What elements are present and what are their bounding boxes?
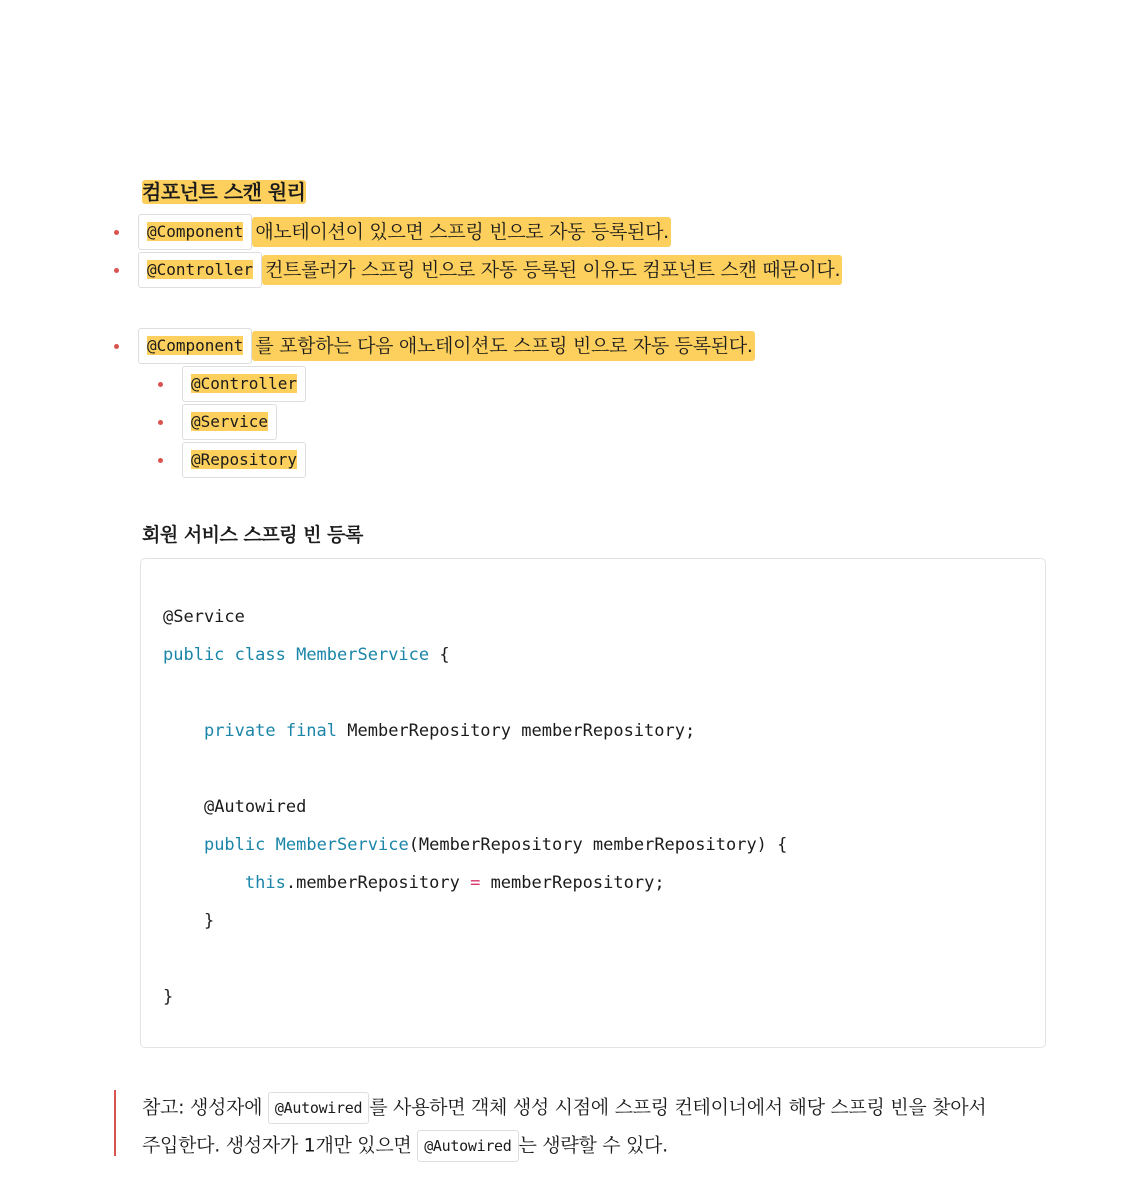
code-line: private final MemberRepository memberRepository; bbox=[203, 721, 696, 741]
inline-code: @Autowired bbox=[268, 1092, 369, 1124]
sub-bullet-dot bbox=[158, 382, 163, 387]
sub-bullet-item bbox=[182, 442, 306, 478]
bullet-dot bbox=[114, 268, 119, 273]
note-line: 주입한다. 생성자가 1개만 있으면 @Autowired 는 생략할 수 있다. bbox=[142, 1130, 668, 1162]
code-line: public class MemberService { bbox=[163, 645, 450, 665]
sub-bullet-item bbox=[182, 404, 277, 440]
bullet-text: 컨트롤러가 스프링 빈으로 자동 등록된 이유도 컴포넌트 스캔 때문이다. bbox=[262, 255, 842, 285]
inline-code: @Component bbox=[138, 328, 252, 364]
code-block[interactable] bbox=[140, 558, 1046, 1048]
inline-code: @Repository bbox=[182, 442, 306, 478]
inline-code: @Service bbox=[182, 404, 277, 440]
code-line: @Service bbox=[163, 607, 245, 627]
code-section-heading: 회원 서비스 스프링 빈 등록 bbox=[142, 524, 363, 546]
sub-bullet-dot bbox=[158, 420, 163, 425]
sub-bullet-dot bbox=[158, 458, 163, 463]
bullet-text: 애노테이션이 있으면 스프링 빈으로 자동 등록된다. bbox=[252, 217, 671, 247]
note-line: 참고: 생성자에 @Autowired 를 사용하면 객체 생성 시점에 스프링 컨테이너에서 해당 스프링 빈을 찾아서 bbox=[142, 1092, 986, 1124]
bullet-dot bbox=[114, 230, 119, 235]
heading-text: 컴포넌트 스캔 원리 bbox=[142, 180, 306, 204]
note-bar bbox=[114, 1090, 116, 1156]
bullet-item bbox=[138, 328, 755, 364]
sub-bullet-item bbox=[182, 366, 306, 402]
code-line: this.memberRepository = memberRepository; bbox=[244, 873, 665, 893]
note-callout bbox=[114, 1090, 1074, 1156]
section-heading bbox=[142, 178, 306, 206]
code-line: } bbox=[163, 987, 174, 1007]
bullet-item bbox=[138, 214, 671, 250]
inline-code: @Controller bbox=[182, 366, 306, 402]
code-line: public MemberService(MemberRepository memberRepository) { bbox=[203, 835, 788, 855]
inline-code: @Controller bbox=[138, 252, 262, 288]
code-line: } bbox=[203, 911, 215, 931]
bullet-text: 를 포함하는 다음 애노테이션도 스프링 빈으로 자동 등록된다. bbox=[252, 331, 754, 361]
bullet-dot bbox=[114, 344, 119, 349]
bullet-item bbox=[138, 252, 842, 288]
code-line: @Autowired bbox=[203, 797, 307, 817]
inline-code: @Autowired bbox=[417, 1130, 518, 1162]
inline-code: @Component bbox=[138, 214, 252, 250]
